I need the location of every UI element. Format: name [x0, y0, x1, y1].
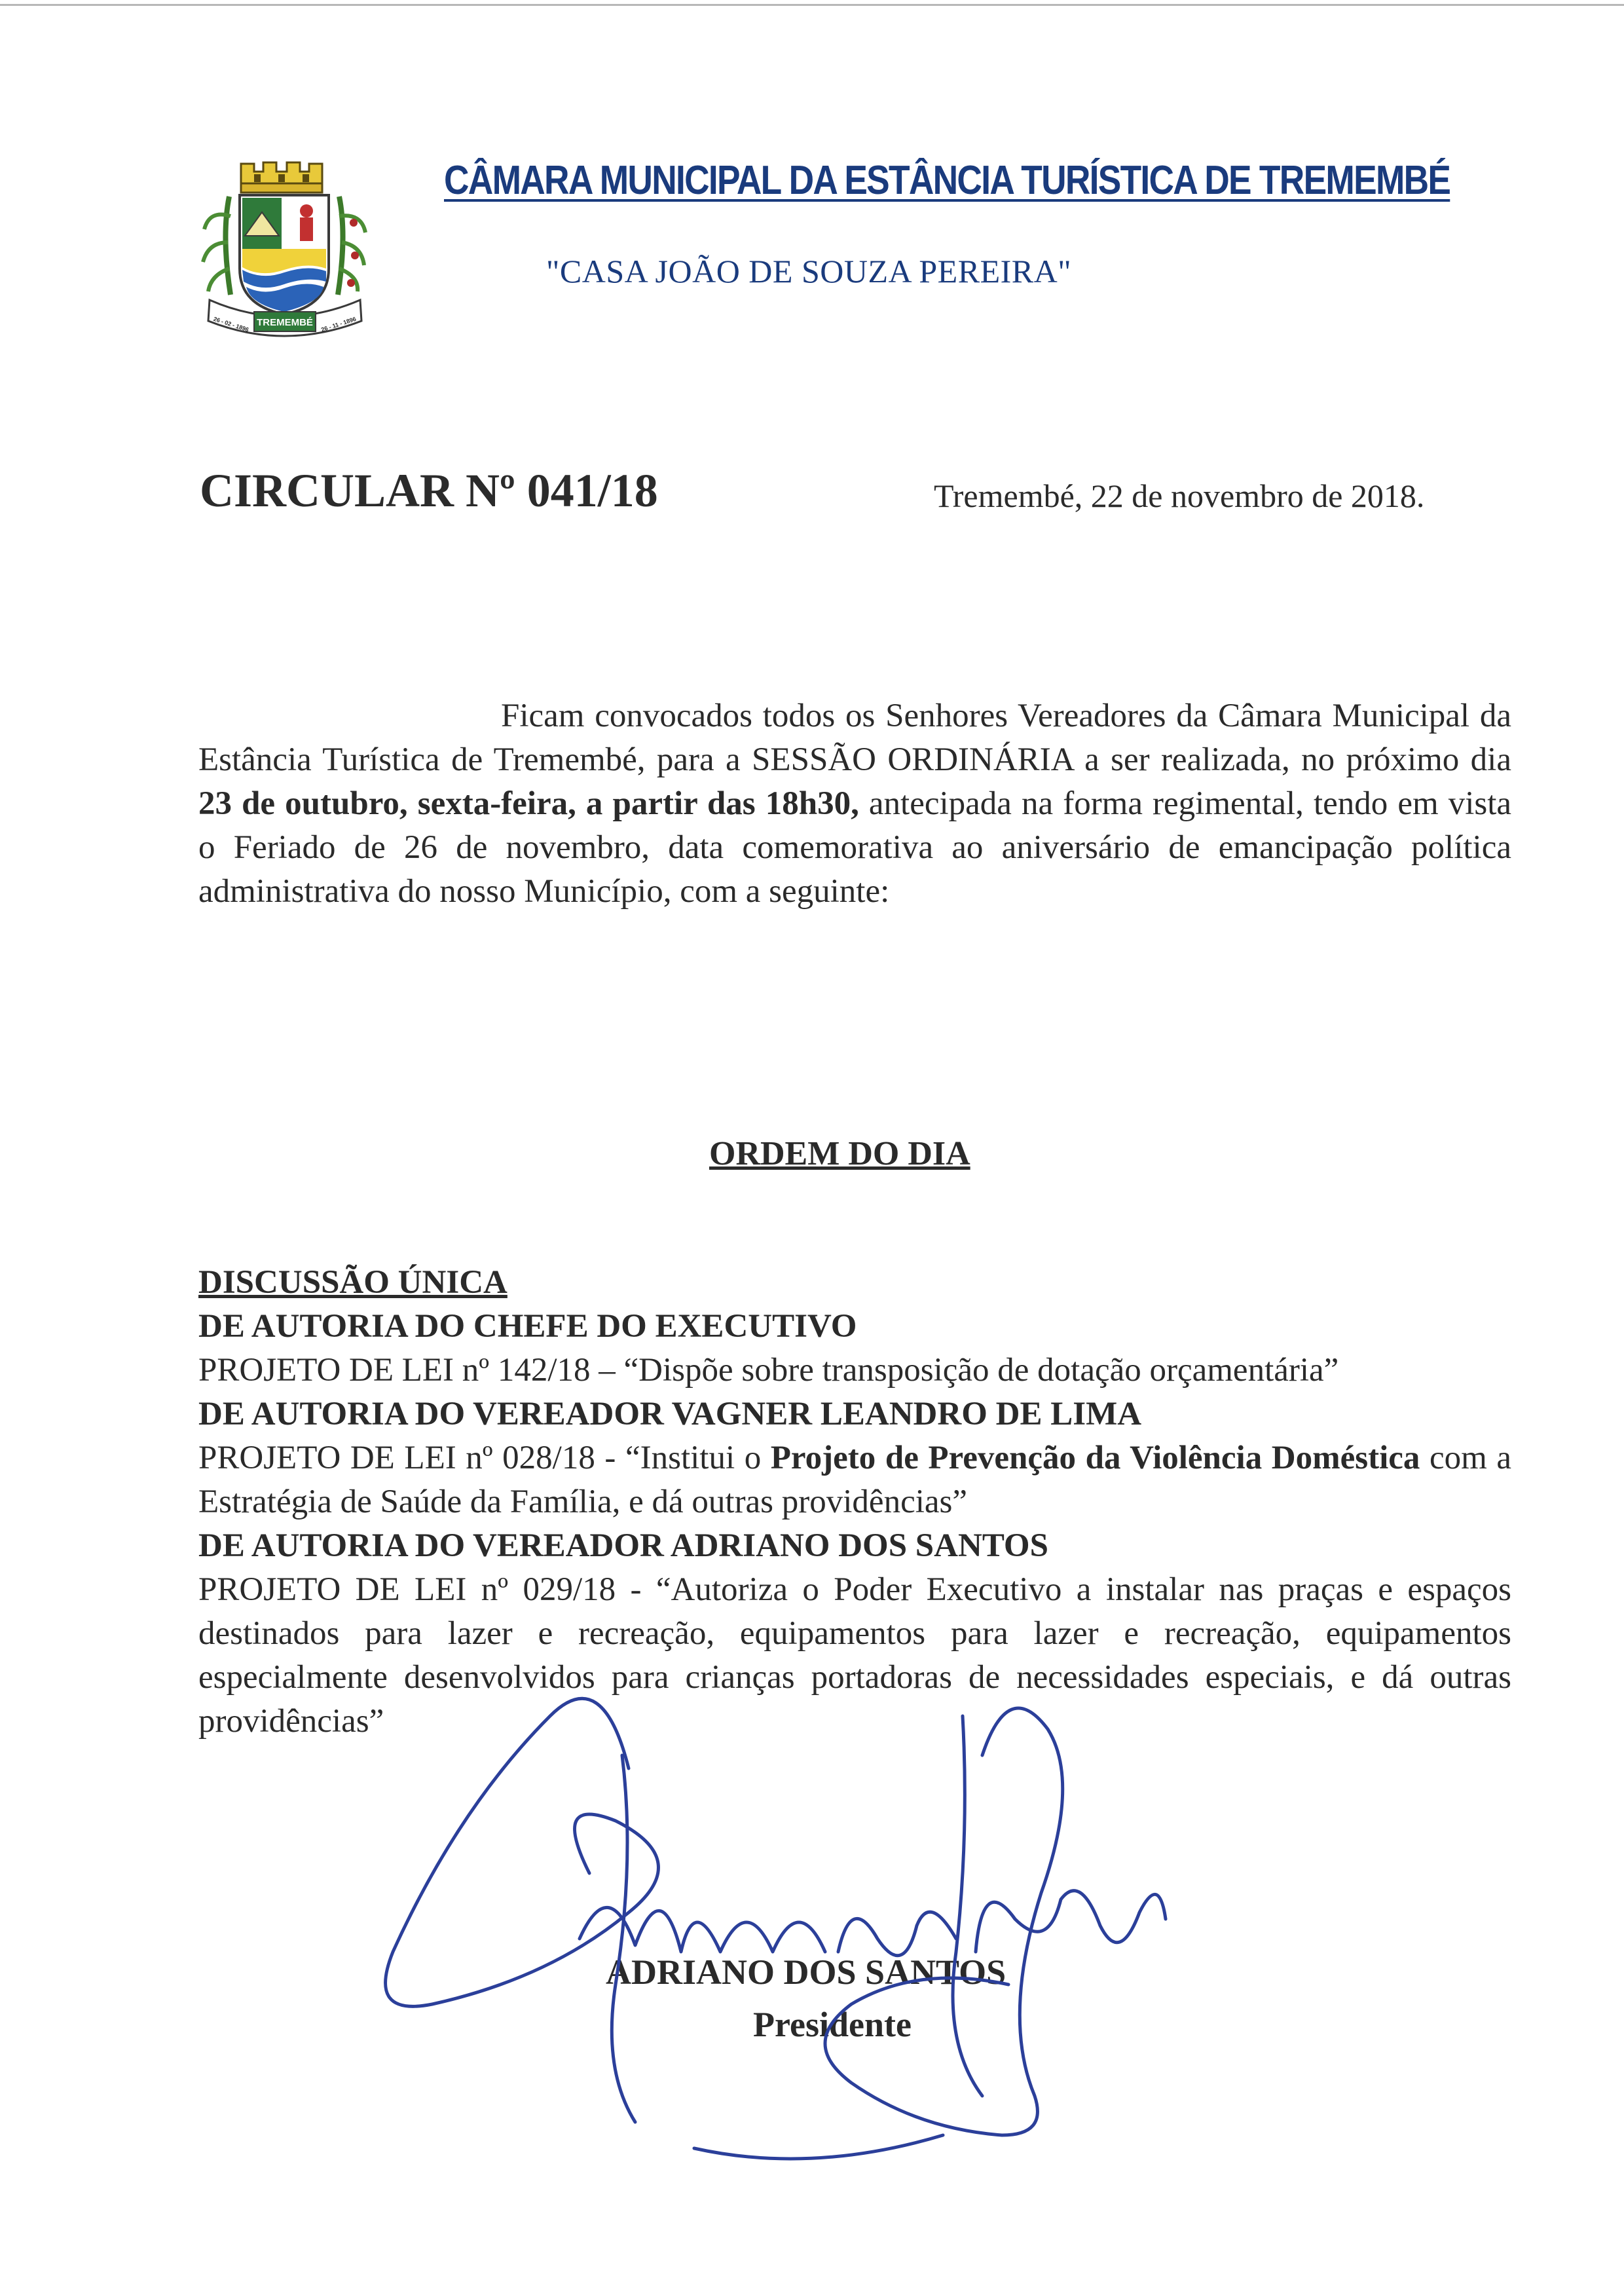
agenda-list: [198, 1261, 1511, 1744]
seal-date-right: 26 - 11 - 1896: [320, 315, 358, 333]
bill-text-start: PROJETO DE LEI nº 028/18 - “Institui o: [198, 1440, 762, 1476]
signatory-role: Presidente: [753, 2005, 912, 2044]
convocation-paragraph: [198, 694, 1511, 914]
session-date-highlight: 23 de outubro, sexta-feira, a partir das 18h30,: [198, 785, 859, 822]
agenda-item-author: DE AUTORIA DO VEREADOR VAGNER LEANDRO DE LIMA: [198, 1396, 1142, 1432]
convocation-conclusion: antecipada na forma regimental, tendo em vista o Feriado de 26 de novembro, data comemorativa ao aniversário de emancipação política administrativa do nosso Município, com a seguinte:: [198, 785, 1512, 910]
bill-text-end: com a Estratégia de Saúde da Família, e dá outras providências”: [198, 1440, 1511, 1520]
circular-date: Tremembé, 22 de novembro de 2018.: [934, 477, 1425, 514]
handwritten-signature: [354, 1677, 1205, 2174]
bill-program-name: Projeto de Prevenção da Violência Doméstica: [770, 1440, 1420, 1476]
convocation-intro: Ficam convocados todos os Senhores Vereadores da Câmara Municipal da Estância Turística de Tremembé, para a SESSÃO ORDINÁRIA a ser realizada, no próximo dia: [198, 698, 1511, 778]
agenda-item-bill: [198, 1436, 1511, 1524]
house-name: "CASA JOÃO DE SOUZA PEREIRA": [546, 253, 1072, 289]
signatory-name: ADRIANO DOS SANTOS: [606, 1952, 1006, 1992]
agenda-item-bill: PROJETO DE LEI nº 142/18 – “Dispõe sobre transposição de dotação orçamentária”: [198, 1352, 1339, 1389]
agenda-item-author: DE AUTORIA DO CHEFE DO EXECUTIVO: [198, 1308, 857, 1345]
agenda-title: ORDEM DO DIA: [709, 1135, 970, 1172]
circular-number: CIRCULAR Nº 041/18: [200, 464, 658, 517]
seal-date-left: 26 - 02 - 1896: [212, 315, 250, 333]
municipal-seal-emblem: [190, 157, 380, 354]
agenda-item-bill: PROJETO DE LEI nº 029/18 - “Autoriza o Poder Executivo a instalar nas praças e espaços destinados para lazer e recreação, equipamentos para lazer e recreação, equipamentos especialmente desenvolvidos para crianças portadoras de necessidades especiais, e dá outras providências”: [198, 1571, 1511, 1740]
seal-banner-text: TREMEMBÉ: [257, 317, 313, 328]
top-rule: [0, 4, 1624, 6]
agenda-section-heading: DISCUSSÃO ÚNICA: [198, 1264, 507, 1301]
signature-handwriting-text: Adriano dos Santos: [367, 2156, 418, 2163]
organization-name: CÂMARA MUNICIPAL DA ESTÂNCIA TURÍSTICA DE TREMEMBÉ: [444, 158, 1450, 203]
agenda-item-author: DE AUTORIA DO VEREADOR ADRIANO DOS SANTOS: [198, 1527, 1048, 1564]
